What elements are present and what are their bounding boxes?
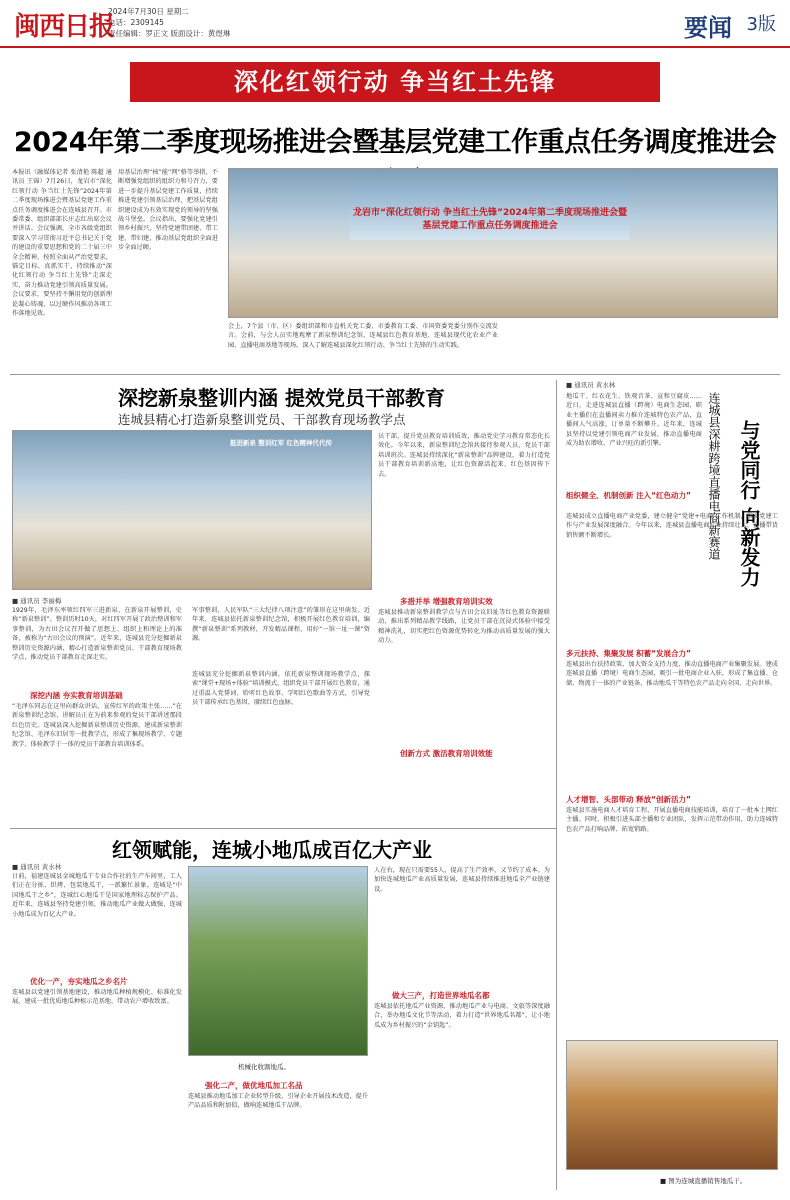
xinquan-byline: ■ 通讯员 李丽梅 — [12, 597, 62, 605]
newspaper-logo: 闽西日报 — [14, 12, 115, 42]
sweetpotato-column-2: 连城县以党建引领基地建设，推动地瓜种植规模化、标准化发展，建成一批优质地瓜种植示范基地，带动农户增收致富。 — [12, 989, 182, 1006]
divider — [10, 374, 780, 375]
issue-phone: 电话：2309145 — [108, 18, 164, 27]
sweetpotato-byline: ■ 通讯员 黄水林 — [12, 863, 62, 871]
issue-meta — [108, 6, 230, 39]
livestream-column-2: 连城县成立直播电商产业党委，建立健全“党建+电商”工作机制，推动党建工作与产业发展深度融合。今年以来，连城县直播电商产业持续壮大，直播带货销售额不断增长。 — [566, 513, 778, 539]
section-title: 要闻 — [684, 14, 732, 42]
meeting-screen: 龙岩市“深化红领行动 争当红土先锋”2024年第二季度现场推进会暨基层党建工作重点任务调度推进会 — [350, 185, 630, 240]
harvest-photo — [188, 866, 368, 1056]
sweetpotato-column-4: 人在右，现在只需要55人，提高了生产效率，又节约了成本。为加快连城地瓜产业高质量发展，连城县持续推进地瓜全产业链建设。 — [374, 867, 550, 893]
lead-column-1: 本报讯（融媒体记者 张清艳 陈超 通讯员 王锦）7月26日，龙岩市“深化红领行动 争当红土先锋”2024年第二季度现场推进会暨基层党建工作重点任务调度推进会在连城县召开。市委常委、组织部部长庄志红出席会议并讲话。会议强调，全市各级党组织要深入学习贯彻习近平总书记关于党的建设的重要思想和党的二十届三中全会精神，按照全面从严治党要求，锚定目标、真抓实干，持续推动“深化红领行动 争当红土先锋”走深走实，奋力推动党建引领高质量发展。会议要求，要坚持不懈用党的创新理论凝心铸魂，以过硬作风推动各项工作落地见效。 — [12, 169, 112, 318]
page-headline: 2024年第二季度现场推进会暨基层党建工作重点任务调度推进会 — [13, 127, 777, 158]
livestream-subtitle: 连城县深耕跨境直播电商新赛道 — [707, 392, 721, 560]
lead-column-3: 会上，7个县（市、区）委组织部和市直机关党工委、市委教育工委、市国资委党委分别作交流发言。会前，与会人员实地观摩了新泉整训纪念馆、连城县红色教育基地、连城县现代化农业产业园、直播电商基地等现场，深入了解连城县深化红领行动、争当红土先锋的生动实践。 — [228, 323, 498, 349]
livestream-subhead-1: 组织健全、机制创新 注入“红色动力” — [566, 491, 691, 500]
masthead — [0, 0, 790, 48]
xinquan-column-1: 1929年，毛泽东率领红四军三进新泉，在新泉开展整训，史称“新泉整训”。整训历时10天，对红四军开展了政治整训和军事整训，为古田会议召开做了思想上、组织上和理论上的准备，被称为“古田会议的预演”。近年来，连城县充分挖掘新泉整训历史资源内涵，精心打造新泉整训党员、干部教育现场教学点，推动党员干部教育走深走实。 — [12, 607, 182, 662]
sweetpotato-title: 红领赋能，连城小地瓜成百亿大产业 — [112, 838, 432, 862]
sweetpotato-column-3: 连城县推动地瓜加工企业转型升级，引导企业开展技术改造，提升产品品质和附加值，做响连城地瓜干品牌。 — [188, 1093, 368, 1110]
livestream-caption: ■ 图为连城直播销售地瓜干。 — [660, 1177, 747, 1185]
xinquan-subtitle: 连城县精心打造新泉整训党员、干部教育现场教学点 — [118, 412, 406, 427]
sweetpotato-column-5: 连城县依托地瓜产业资源，推动地瓜产业与电商、文旅等深度融合，举办地瓜文化节等活动，着力打造“世界地瓜名都”，让小地瓜成为乡村振兴的“金钥匙”。 — [374, 1003, 550, 1029]
divider — [10, 828, 556, 829]
xinquan-column-2: “毛泽东同志在这里向群众讲话，宣传红军的政策主张……”在新泉整训纪念馆，讲解员正在为前来参观的党员干部讲述那段红色历史。连城县深入挖掘新泉整训历史资源，建成新泉整训纪念馆、毛泽东旧居等一批教学点，形成了集现场教学、专题教学、体验教学于一体的党员干部教育培训体系。 — [12, 703, 182, 748]
xinquan-title: 深挖新泉整训内涵 提效党员干部教育 — [118, 386, 445, 410]
xinquan-column-6: 员干部，提升党员教育培训质效，推动党史学习教育常态化长效化。今年以来，新泉整训纪念馆共接待参观人员、党员干部培训班次。连城县持续深化“新泉整训”品牌建设，着力打造党员干部教育培训新高地，让红色资源活起来、红色基因传下去。 — [378, 433, 550, 478]
livestream-photo — [566, 1040, 778, 1170]
xinquan-column-3: 军事整训，人民军队“三大纪律八项注意”的雏形在这里萌发。近年来，连城县依托新泉整训纪念馆，积极开展红色教育培训，编撰“新泉整训”系列教材，开发精品课程，用好“一馆一址一课”资源。 — [192, 607, 370, 643]
sweetpotato-column-1: 日前，福建连城县金城地瓜干专业合作社的生产车间里，工人们正在分拣、烘烤、包装地瓜干，一派繁忙景象。连城是“中国地瓜干之乡”，连城红心地瓜干是国家地理标志保护产品。近年来，连城县坚持党建引领，推动地瓜产业做大做强，连城小地瓜成为百亿大产业。 — [12, 873, 182, 918]
xinquan-subhead-2: 多措并举 增强教育培训实效 — [400, 597, 493, 606]
livestream-column-3: 连城县出台扶持政策，加大资金支持力度，推动直播电商产业集聚发展。建成连城县直播（跨境）电商生态园，吸引一批电商企业入驻，形成了集直播、仓储、物流于一体的产业链条，推动地瓜干等特色农产品走向全国、走向世界。 — [566, 661, 778, 687]
livestream-subhead-2: 多元扶持、集聚发展 积蓄“发展合力” — [566, 649, 691, 658]
livestream-title: 与党同行 向新发力 — [737, 420, 761, 587]
xinquan-column-4: 连城县充分挖掘新泉整训内涵，依托新泉整训现场教学点，探索“课堂+现场+体验”培训模式，组织党员干部开展红色教育，通过重温入党誓词、聆听红色故事、学唱红色歌曲等方式，引导党员干部传承红色基因、赓续红色血脉。 — [192, 671, 370, 707]
vertical-divider — [556, 380, 557, 1190]
sweetpotato-subhead-3: 做大三产，打造世界地瓜名都 — [392, 991, 490, 1000]
xinquan-sign: 挺进新泉 整训红军 红色精神代代传 — [230, 439, 333, 447]
livestream-byline: ■ 通讯员 黄水林 — [566, 381, 616, 389]
sweetpotato-subhead-2: 强化二产，做优地瓜加工名品 — [205, 1081, 303, 1090]
xinquan-subhead-3: 创新方式 激活教育培训效能 — [400, 749, 493, 758]
xinquan-photo — [12, 430, 372, 590]
issue-editors: 责任编辑：罗正文 版面设计：黄煜琳 — [108, 29, 231, 38]
livestream-column-4: 连城县实施电商人才培育工程，开展直播电商技能培训，培育了一批本土网红主播。同时，积极引进头部主播和专业团队，发挥示范带动作用，助力连城特色农产品打响品牌、拓宽销路。 — [566, 807, 778, 833]
xinquan-subhead-1: 深挖内涵 夯实教育培训基础 — [30, 691, 123, 700]
livestream-column-1: 地瓜干、红衣花生、铁观音茶、宣和豆腐皮……近日，走进连城县直播（跨境）电商生态园，职业主播们在直播间卖力推介连城特色农产品，直播间人气高涨，订单量不断攀升。近年来，连城县坚持以党建引领电商产业发展，推动直播电商成为助农增收、产业兴旺的新引擎。 — [566, 393, 702, 448]
campaign-banner: 深化红领行动 争当红土先锋 — [130, 62, 660, 102]
sweetpotato-subhead-1: 优化一产，夯实地瓜之乡名片 — [30, 977, 128, 986]
lead-column-2: 用基层治理“核”能“网”格等举措，不断增强党组织的组织力和号召力，要进一步提升基层党建工作质量，持续推进党建引领基层治理，把基层党组织建设成为有效实现党的领导的坚强战斗堡垒。会议指出，要强化党建引领乡村振兴，坚持党建带团建、带工建、带妇建，推动基层党组织全面进步全面过硬。 — [118, 169, 218, 252]
livestream-subhead-3: 人才增智、头部带动 释放“创新活力” — [566, 795, 691, 804]
page-number: 3版 — [746, 14, 776, 35]
xinquan-column-5: 连城县推动新泉整训教学点与古田会议旧址等红色教育资源联动，推出系列精品教学线路，让党员干部在沉浸式体验中接受精神洗礼，切实把红色资源优势转化为推动高质量发展的强大动力。 — [378, 609, 550, 645]
harvest-caption: 机械化收割地瓜。 — [238, 1063, 290, 1071]
issue-date: 2024年7月30日 星期二 — [108, 7, 189, 16]
